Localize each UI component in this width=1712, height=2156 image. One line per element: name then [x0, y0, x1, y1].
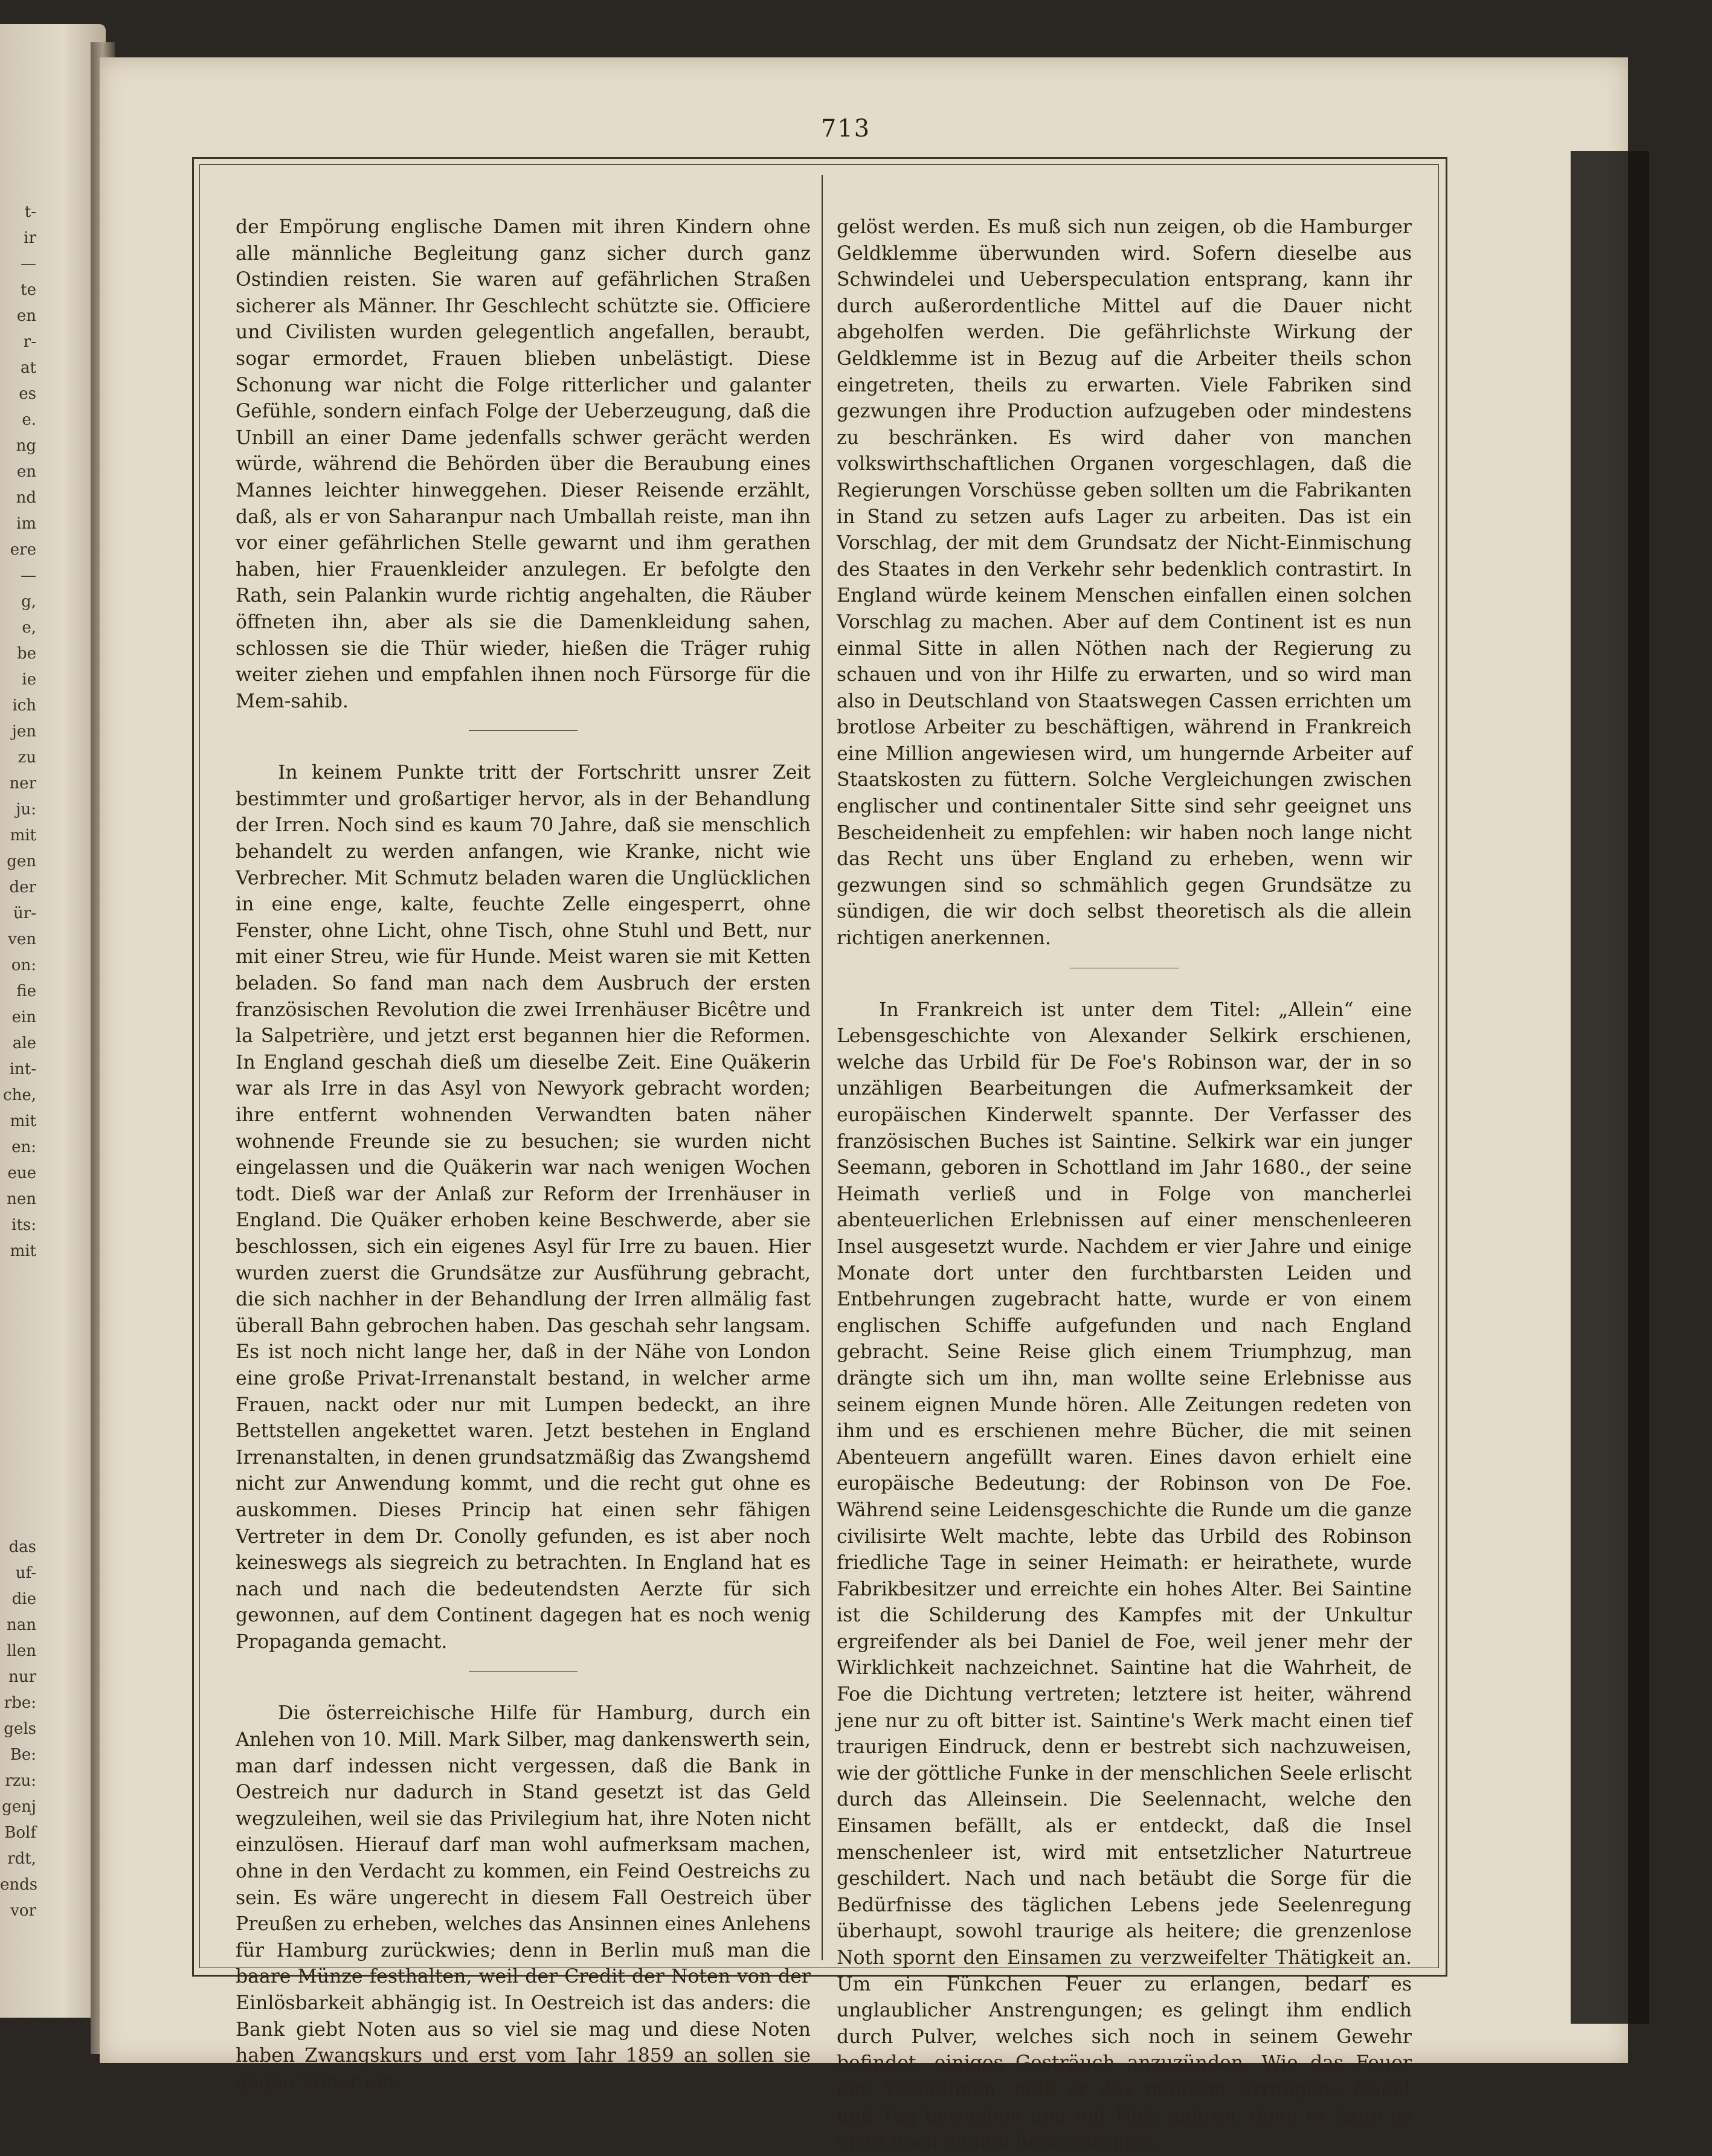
- page-number: 713: [820, 115, 871, 143]
- column-divider: [822, 175, 823, 1960]
- facing-page-fragment: be: [16, 645, 36, 663]
- facing-page-fragment: te: [21, 281, 36, 299]
- facing-page-fragment: mit: [10, 1242, 36, 1260]
- facing-page-fragment: rdt,: [7, 1850, 36, 1868]
- facing-page-fragment: gels: [4, 1720, 36, 1738]
- facing-page-fragment: on:: [11, 956, 36, 974]
- facing-page-fragment: gen: [7, 852, 36, 870]
- facing-page-fragment: ale: [12, 1034, 36, 1052]
- facing-page-fragment: ie: [22, 671, 36, 689]
- facing-page-fragment: jen: [11, 722, 36, 741]
- facing-page-fragment: es: [19, 385, 36, 403]
- facing-page-fragment: —: [21, 255, 36, 273]
- facing-page-fragment: e.: [22, 411, 36, 429]
- facing-page-fragment: int-: [9, 1060, 36, 1078]
- article-paragraph: der Empörung englische Damen mit ihren Kindern ohne alle männliche Begleitung ganz sicher durch ganz Ostindien reisten. Sie waren auf gefährlichen Straßen sicherer als Männer. Ihr Geschlecht schützte sie. Officiere und Civilisten wurden gelegentlich angefallen, beraubt, sogar ermordet, Frauen blieben unbelästigt. Diese Schonung war nicht die Folge ritterlicher und galanter Gefühle, sondern einfach Folge der Ueberzeugung, daß die Unbill an einer Dame jedenfalls schwer gerächt werden würde, während die Behörden über die Beraubung eines Mannes leichter hinweggehen. Dieser Reisende erzählt, daß, als er von Saharanpur nach Umballah reiste, man ihn vor einer gefährlichen Stelle gewarnt und ihm gerathen haben, hier Frauenkleider anzulegen. Er befolgte den Rath, sein Palankin wurde richtig angehalten, die Räuber öffneten ihn, aber als sie die Damenkleidung sahen, schlossen sie die Thür wieder, hießen die Träger ruhig weiter ziehen und empfahlen ihnen noch Fürsorge für die Mem-sahib.: [236, 216, 811, 712]
- facing-page-fragment: im: [16, 515, 36, 533]
- facing-page-fragment: en: [16, 463, 36, 481]
- facing-page-fragment: ür-: [13, 904, 36, 922]
- facing-page-fragment: nen: [7, 1190, 36, 1208]
- left-column: [236, 214, 811, 2096]
- facing-page-fragment: das: [8, 1538, 36, 1556]
- facing-page-fragment: e,: [22, 619, 36, 637]
- facing-page-fragment: its:: [11, 1216, 36, 1234]
- facing-page-fragment: eue: [7, 1164, 36, 1182]
- facing-page-fragment: che,: [3, 1086, 36, 1104]
- facing-page-fragment: —: [21, 567, 36, 585]
- facing-page-fragment: uf-: [15, 1564, 36, 1582]
- facing-page-fragment: ven: [8, 930, 36, 948]
- facing-page-fragment: der: [9, 878, 36, 896]
- article-paragraph: In keinem Punkte tritt der Fortschritt unsrer Zeit bestimmter und großartiger hervor, als in der Behandlung der Irren. Noch sind es kaum 70 Jahre, daß sie menschlich behandelt zu werden anfangen, wie Kranke, nicht wie Verbrecher. Mit Schmutz beladen waren die Unglücklichen in eine enge, kalte, feuchte Zelle eingesperrt, ohne Fenster, ohne Licht, ohne Tisch, ohne Stuhl und Bett, nur mit einer Streu, wie für Hunde. Meist waren sie mit Ketten beladen. So fand man nach dem Ausbruch der ersten französischen Revolution die zwei Irrenhäuser Bicêtre und la Salpetrière, und jetzt erst begannen hier die Reformen. In England geschah dieß um dieselbe Zeit. Eine Quäkerin war als Irre in das Asyl von Newyork gebracht worden; ihre entfernt wohnenden Verwandten baten näher wohnende Freunde sie zu besuchen; sie wurden nicht eingelassen und die Quäkerin war nach wenigen Wochen todt. Dieß war der Anlaß zur Reform der Irrenhäuser in England. Die Quäker erhoben keine Beschwerde, aber sie beschlossen, sich ein eigenes Asyl für Irre zu bauen. Hier wurden zuerst die Grundsätze zur Ausführung gebracht, die sich nachher in der Behandlung der Irren allmälig fast überall Bahn gebrochen haben. Das geschah sehr langsam. Es ist noch nicht lange her, daß in der Nähe von London eine große Privat-Irrenanstalt bestand, in welcher arme Frauen, nackt oder nur mit Lumpen bedeckt, an ihre Bettstellen angekettet waren. Jetzt bestehen in England Irrenanstalten, in denen grundsatzmäßig das Zwangshemd nicht zur Anwendung kommt, und die recht gut ohne es auskommen. Dieses Princip hat einen sehr fähigen Vertreter in dem Dr. Conolly gefunden, es ist aber noch keineswegs als siegreich zu betrachten. In England hat es nach und nach die bedeutendsten Aerzte für sich gewonnen, auf dem Continent dagegen hat es noch wenig Propaganda gemacht.: [236, 762, 811, 1653]
- article-paragraph: gelöst werden. Es muß sich nun zeigen, ob die Hamburger Geldklemme überwunden wird. Sofern dieselbe aus Schwindelei und Ueberspeculation entsprang, kann ihr durch außerordentliche Mittel auf die Dauer nicht abgeholfen werden. Die gefährlichste Wirkung der Geldklemme ist in Bezug auf die Arbeiter theils schon eingetreten, theils zu erwarten. Viele Fabriken sind gezwungen ihre Production aufzugeben oder mindestens zu beschränken. Es wird daher von manchen volkswirthschaftlichen Organen vorgeschlagen, daß die Regierungen Vorschüsse geben sollten um die Fabrikanten in Stand zu setzen aufs Lager zu arbeiten. Das ist ein Vorschlag, der mit dem Grundsatz der Nicht-Einmischung des Staates in den Verkehr sehr bedenklich contrastirt. In England würde keinem Menschen einfallen einen solchen Vorschlag zu machen. Aber auf dem Continent ist es nun einmal Sitte in allen Nöthen nach der Regierung zu schauen und von ihr Hilfe zu erwarten, und so wird man also in Deutschland von Staatswegen Cassen errichten um brotlose Arbeiter zu beschäftigen, während in Frankreich eine Million angewiesen wird, um hungernde Arbeiter auf Staatskosten zu füttern. Solche Vergleichungen zwischen englischer und continentaler Sitte sind sehr geeignet uns Bescheidenheit zu empfehlen: wir haben noch lange nicht das Recht uns über England zu erheben, wenn wir gezwungen sind so schmählich gegen Grundsätze zu sündigen, die wir doch selbst theoretisch als die allein richtigen anerkennen.: [837, 216, 1412, 950]
- facing-page-fragment: t-: [24, 203, 36, 221]
- facing-page-fragment: Be:: [10, 1746, 36, 1764]
- facing-page-fragment: vor: [10, 1902, 36, 1920]
- facing-page-fragment: ng: [16, 437, 36, 455]
- facing-page-fragment: rbe:: [4, 1694, 36, 1712]
- facing-page-fragment: rzu:: [5, 1772, 36, 1790]
- article-paragraph: Die österreichische Hilfe für Hamburg, durch ein Anlehen von 10. Mill. Mark Silber, mag dankenswerth sein, man darf indessen nicht vergessen, daß die Bank in Oestreich nur dadurch in Stand gesetzt ist das Geld wegzuleihen, weil sie das Privilegium hat, ihre Noten nicht einzulösen. Hierauf darf man wohl aufmerksam machen, ohne in den Verdacht zu kommen, ein Feind Oestreichs zu sein. Es wäre ungerecht in diesem Fall Oestreich über Preußen zu erheben, welches das Ansinnen eines Anlehens für Hamburg zurückwies; denn in Berlin muß man die baare Münze festhalten, weil der Credit der Noten von der Einlösbarkeit abhängig ist. In Oestreich ist das anders: die Bank giebt Noten aus so viel sie mag und diese Noten haben Zwangskurs und erst vom Jahr 1859 an sollen sie gegen Silber ein-: [236, 1702, 811, 2093]
- facing-page-fragments-lower: [0, 1534, 36, 1924]
- facing-page-fragment: mit: [10, 1112, 36, 1130]
- facing-page-fragment: ich: [12, 697, 36, 715]
- facing-page-fragment: fie: [16, 982, 36, 1000]
- facing-page-fragment: ir: [24, 229, 36, 247]
- facing-page-fragment: ju:: [16, 800, 36, 819]
- facing-page-fragments-upper: [0, 199, 36, 1264]
- facing-page-fragment: ein: [11, 1008, 36, 1026]
- right-column: [837, 214, 1412, 2156]
- facing-page-fragment: g,: [21, 593, 36, 611]
- facing-page-fragment: zu: [18, 748, 36, 767]
- facing-page-fragment: en: [16, 307, 36, 325]
- facing-page-fragment: llen: [7, 1642, 36, 1660]
- facing-page-fragment: mit: [10, 826, 36, 845]
- facing-page-fragment: Bolf: [4, 1824, 36, 1842]
- facing-page-fragment: nur: [8, 1668, 36, 1686]
- facing-page-fragment: nd: [16, 489, 36, 507]
- facing-page-fragment: ends: [0, 1876, 38, 1894]
- book-cover-edge: [1571, 151, 1649, 2024]
- facing-page-fragment: ere: [10, 541, 36, 559]
- facing-page-fragment: en:: [11, 1138, 36, 1156]
- facing-page-fragment: nan: [7, 1616, 36, 1634]
- section-separator: [469, 730, 578, 731]
- facing-page-fragment: r-: [23, 333, 36, 351]
- section-separator: [469, 1671, 578, 1672]
- facing-page-fragment: ner: [9, 774, 36, 793]
- facing-page-fragment: die: [11, 1590, 36, 1608]
- facing-page-fragment: genj: [2, 1798, 36, 1816]
- facing-page-fragment: at: [21, 359, 36, 377]
- facing-page-edge: [0, 24, 106, 2018]
- article-paragraph: In Frankreich ist unter dem Titel: „Allein“ eine Lebensgeschichte von Alexander Selkirk erschienen, welche das Urbild für De Foe's Robinson war, der in so unzähligen Bearbeitungen die Aufmerksamkeit der europäischen Kinderwelt spannte. Der Verfasser des französischen Buches ist Saintine. Selkirk war ein junger Seemann, geboren in Schottland im Jahr 1680., der seine Heimath verließ und in Folge von mancherlei abenteuerlichen Erlebnissen auf einer menschenleeren Insel ausgesetzt wurde. Nachdem er vier Jahre und einige Monate dort unter den furchtbarsten Leiden und Entbehrungen zugebracht hatte, wurde er von einem englischen Schiffe aufgefunden und nach England gebracht. Seine Reise glich einem Triumphzug, man drängte sich um ihn, man wollte seine Erlebnisse aus seinem eignen Munde hören. Alle Zeitungen redeten von ihm und es erschienen mehre Bücher, die mit seinen Abenteuern angefüllt waren. Eines davon erhielt eine europäische Bedeutung: der Robinson von De Foe. Während seine Leidensgeschichte die Runde um die ganze civilisirte Welt machte, lebte das Urbild des Robinson friedliche Tage in seiner Heimath: er heirathete, wurde Fabrikbesitzer und erreichte ein hohes Alter. Bei Saintine ist die Schilderung des Kampfes mit der Unkultur ergreifender als bei Daniel de Foe, weil jener mehr der Wirklichkeit nachzeichnet. Saintine hat die Wahrheit, de Foe die Dichtung vertreten; letztere ist heiter, während jene nur zu oft bitter ist. Saintine's Werk macht einen tief traurigen Eindruck, denn er bestrebt sich nachzuweisen, wie der göttliche Funke in der menschlichen Seele erlischt durch das Alleinsein. Die Seelennacht, welche den Einsamen befällt, als er entdeckt, daß die Insel menschenleer ist, wird mit entsetzlicher Naturtreue geschildert. Nach und nach betäubt die Sorge für die Bedürfnisse des täglichen Lebens jede Seelenregung überhaupt, sowohl traurige als heitere; die grenzenlose Noth spornt den Einsamen zu verzweifelter Thätigkeit an. Um ein Fünkchen Feuer zu erlangen, bedarf es unglaublicher Anstrengungen; es gelingt ihm endlich durch Pulver, welches sich noch in seinem Gewehr befindet, einiges Gesträuch anzuzünden. Wie das Feuer den Vestalinnen, muß er das mühsam Errungene Nacht und Tag bewachen und mit Holz nähren, denn er kann es nicht noch einmal hervorbringen.: [837, 999, 1412, 2154]
